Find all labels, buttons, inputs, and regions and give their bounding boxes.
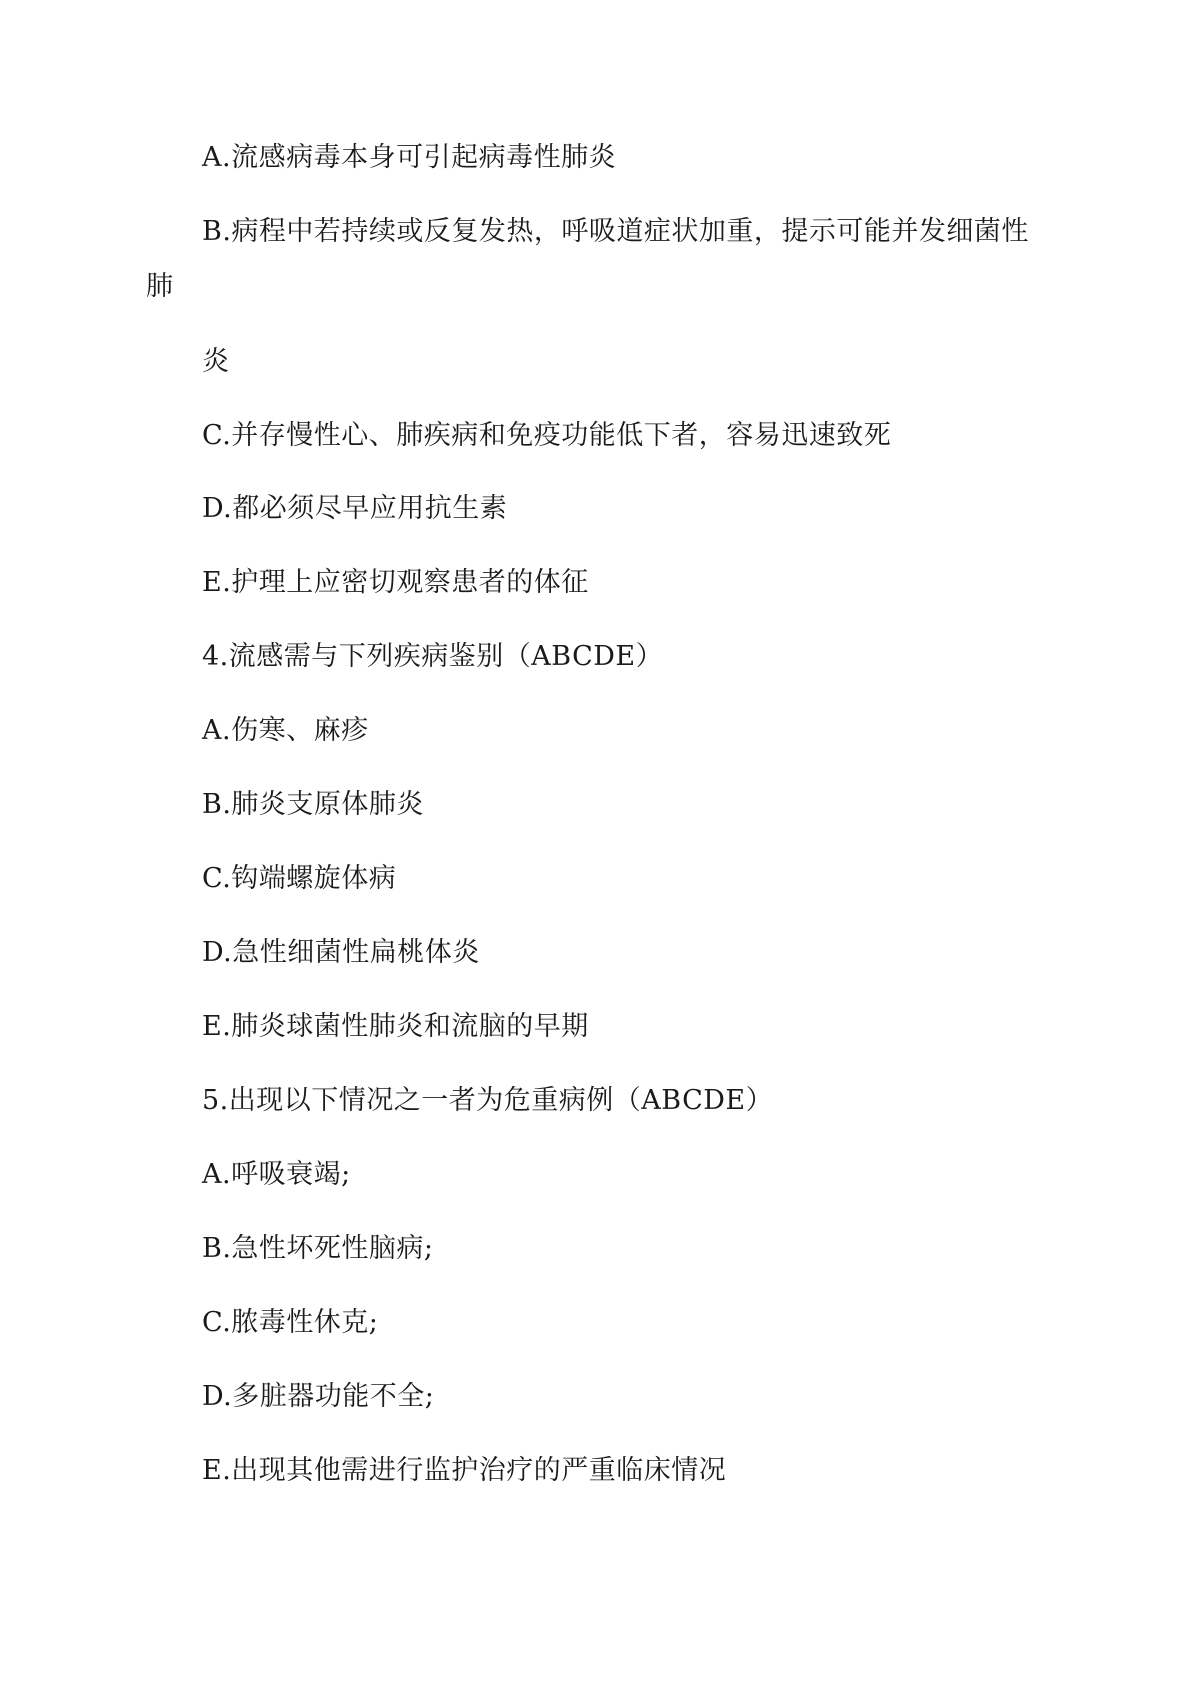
option-3d: D.都必须尽早应用抗生素 bbox=[202, 493, 508, 524]
question-4: 4.流感需与下列疾病鉴别（ABCDE） bbox=[202, 641, 664, 672]
option-3b: B.病程中若持续或反复发热，呼吸道症状加重，提示可能并发细菌性 bbox=[202, 216, 1029, 247]
option-3b-wrap: 肺 bbox=[146, 271, 174, 302]
question-5: 5.出现以下情况之一者为危重病例（ABCDE） bbox=[202, 1085, 774, 1116]
option-5b: B.急性坏死性脑病; bbox=[202, 1233, 434, 1264]
option-3b-continued: 炎 bbox=[202, 346, 230, 377]
option-4c: C.钩端螺旋体病 bbox=[202, 863, 397, 894]
option-4e: E.肺炎球菌性肺炎和流脑的早期 bbox=[202, 1011, 589, 1042]
option-4b: B.肺炎支原体肺炎 bbox=[202, 789, 424, 820]
option-3c: C.并存慢性心、肺疾病和免疫功能低下者，容易迅速致死 bbox=[202, 420, 892, 451]
option-3e: E.护理上应密切观察患者的体征 bbox=[202, 567, 589, 598]
option-5e: E.出现其他需进行监护治疗的严重临床情况 bbox=[202, 1455, 727, 1486]
option-3a: A.流感病毒本身可引起病毒性肺炎 bbox=[202, 142, 617, 173]
option-5a: A.呼吸衰竭; bbox=[202, 1159, 351, 1190]
option-5d: D.多脏器功能不全; bbox=[202, 1381, 435, 1412]
option-4d: D.急性细菌性扁桃体炎 bbox=[202, 937, 480, 968]
option-4a: A.伤寒、麻疹 bbox=[202, 715, 369, 746]
option-5c: C.脓毒性休克; bbox=[202, 1307, 379, 1338]
